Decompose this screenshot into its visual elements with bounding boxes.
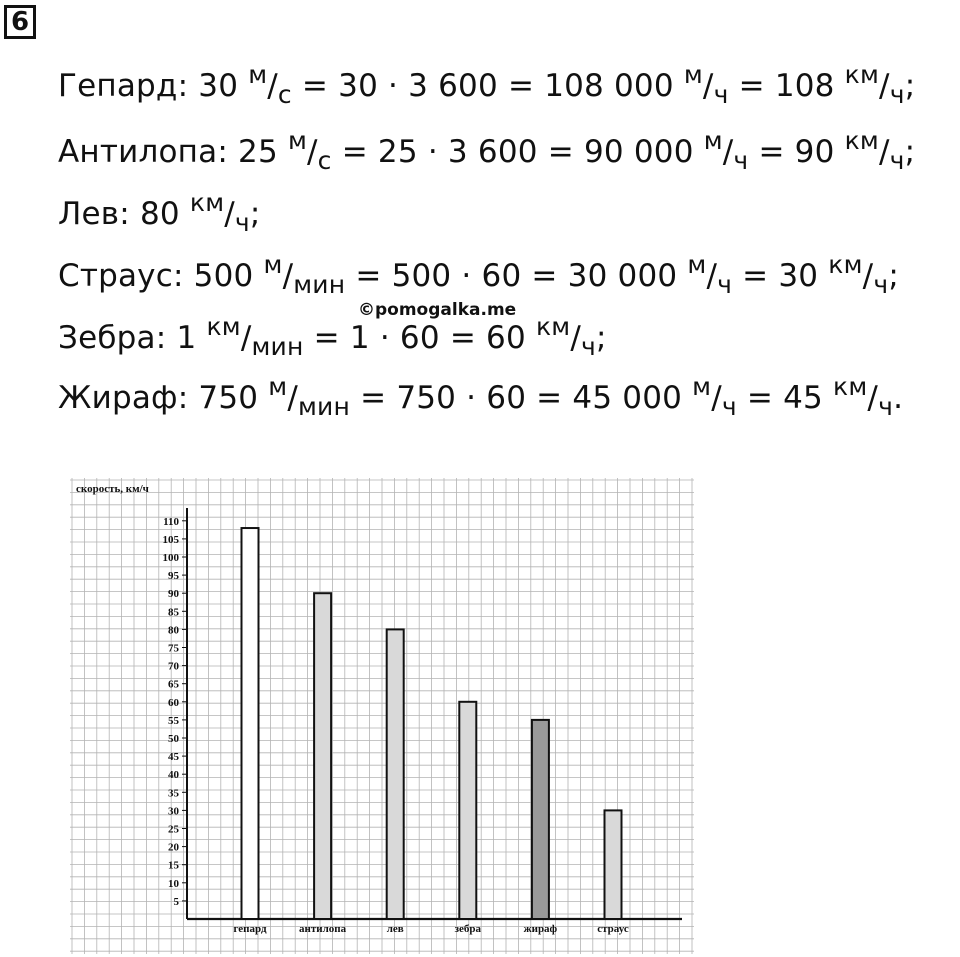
speed-value: 80 (139, 196, 180, 232)
unit-numerator: км (844, 59, 880, 89)
line-end: ; (888, 258, 899, 294)
unit-numerator: км (189, 187, 225, 217)
line-end: ; (904, 68, 916, 104)
unit-numerator: м (248, 59, 268, 89)
y-tick-label: 35 (168, 787, 179, 800)
animal-name: Страус (58, 258, 173, 294)
y-tick-label: 90 (168, 588, 179, 601)
y-tick-label: 75 (168, 642, 179, 655)
y-tick-label: 60 (168, 696, 179, 709)
y-tick-label: 45 (168, 751, 179, 764)
unit-denominator: ч (873, 270, 889, 300)
unit-denominator: с (317, 146, 332, 176)
conversion-expression: = 30 · 3 600 = 108 000 (301, 68, 674, 104)
solution-line: Страус: 500 $^м/_{мин} = 500 \cdot 60 = 30$ 000 $^м/_ч = 30$ $^{км}/_ч$; (58, 249, 899, 300)
solution-line: Антилопа: 25 $^м/_с = 25 \cdot 3$ 600 = 90 000 $^м/_ч = 90$ $^{км}/_ч$; (58, 125, 916, 176)
animal-name: Гепард (58, 68, 178, 104)
unit-denominator: ч (721, 392, 737, 422)
x-category-label: гепард (233, 923, 267, 935)
y-tick-label: 85 (168, 606, 179, 619)
y-tick-label: 65 (168, 678, 179, 691)
unit-denominator: ч (733, 146, 749, 176)
solution-line: Зебра: 1 $^{км}/_{мин} = 1 \cdot 60 = 60$ $^{км}/_ч$; (58, 311, 607, 362)
x-category-label: антилопа (299, 923, 347, 935)
result-value: = 108 (738, 68, 835, 104)
bar-жираф (532, 720, 549, 919)
unit-numerator: м (268, 371, 288, 401)
unit-numerator: км (844, 125, 879, 155)
speed-value: 500 (193, 258, 254, 294)
unit-numerator: м (683, 59, 703, 89)
unit-denominator: ч (889, 80, 905, 110)
conversion-expression: = 500 · 60 = 30 000 (355, 258, 678, 294)
y-tick-label: 5 (173, 895, 179, 908)
animal-name: Лев (58, 196, 120, 232)
y-tick-label: 20 (168, 841, 179, 854)
unit-denominator: мин (293, 270, 346, 300)
unit-denominator: мин (251, 332, 304, 362)
bar-chart (70, 478, 694, 954)
animal-name: Зебра (58, 320, 156, 356)
speed-value: 25 (238, 134, 278, 170)
speed-value: 750 (198, 380, 259, 416)
y-tick-label: 10 (168, 877, 179, 890)
unit-numerator: м (687, 249, 707, 279)
unit-numerator: м (287, 125, 308, 155)
unit-denominator: мин (297, 392, 351, 422)
x-category-label: страус (597, 923, 629, 935)
y-tick-label: 55 (168, 714, 179, 727)
x-category-label: лев (386, 923, 404, 935)
result-value: = 45 (746, 380, 823, 416)
y-tick-label: 100 (162, 552, 179, 564)
y-tick-label: 30 (168, 805, 179, 818)
unit-denominator: ч (234, 208, 250, 238)
problem-number: 6 (4, 5, 36, 39)
unit-denominator: ч (889, 146, 905, 176)
chart-svg (70, 478, 694, 954)
bar-антилопа (314, 593, 331, 919)
unit-numerator: км (833, 371, 868, 401)
unit-denominator: ч (878, 392, 894, 422)
unit-numerator: м (263, 249, 283, 279)
line-end: ; (249, 196, 261, 232)
y-tick-label: 70 (168, 660, 179, 673)
solution-line: Гепард: 30 $^м/_с = 30 \cdot 3$ 600 = 108 000 $^м/_ч = 108$ $^{км}/_ч$; (58, 59, 916, 110)
y-tick-label: 95 (168, 570, 179, 583)
y-tick-label: 50 (168, 733, 179, 745)
bar-зебра (459, 702, 476, 919)
unit-denominator: ч (713, 80, 729, 110)
speed-value: 1 (176, 320, 197, 356)
y-tick-label: 105 (162, 533, 179, 546)
line-end: . (893, 380, 904, 416)
watermark: ©pomogalka.me (358, 300, 517, 320)
x-category-label: жираф (523, 923, 558, 935)
line-end: ; (595, 320, 607, 356)
animal-name: Жираф (58, 380, 178, 416)
y-tick-label: 110 (163, 515, 179, 528)
bar-лев (387, 629, 404, 919)
solution-line: Лев: 80 $^{км}/_ч$; (58, 187, 261, 238)
unit-numerator: км (828, 249, 863, 279)
y-tick-label: 25 (168, 823, 179, 836)
unit-denominator: с (277, 80, 292, 110)
conversion-expression: = 25 · 3 600 = 90 000 (341, 134, 694, 170)
unit-denominator: ч (717, 270, 733, 300)
y-tick-label: 80 (168, 624, 179, 637)
y-tick-label: 15 (168, 859, 179, 872)
x-category-label: зебра (454, 923, 482, 935)
unit-numerator: км (535, 311, 571, 341)
result-value: = 90 (758, 134, 835, 170)
y-axis-label: скорость, км/ч (76, 483, 149, 495)
bar-гепард (242, 528, 259, 919)
bar-страус (605, 810, 622, 919)
conversion-expression: = 750 · 60 = 45 000 (360, 380, 683, 416)
y-tick-label: 40 (168, 769, 179, 782)
speed-value: 30 (198, 68, 239, 104)
solution-line: Жираф: 750 $^м/_{мин} = 750 \cdot 60 = 45$ 000 $^м/_ч = 45$ $^{км}/_ч$. (58, 371, 904, 422)
unit-numerator: м (692, 371, 712, 401)
result-value: = 30 (742, 258, 819, 294)
conversion-expression: = 1 · 60 = 60 (313, 320, 526, 356)
unit-numerator: км (206, 311, 241, 341)
line-end: ; (904, 134, 916, 170)
unit-numerator: м (703, 125, 723, 155)
unit-denominator: ч (581, 332, 596, 362)
animal-name: Антилопа (58, 134, 218, 170)
